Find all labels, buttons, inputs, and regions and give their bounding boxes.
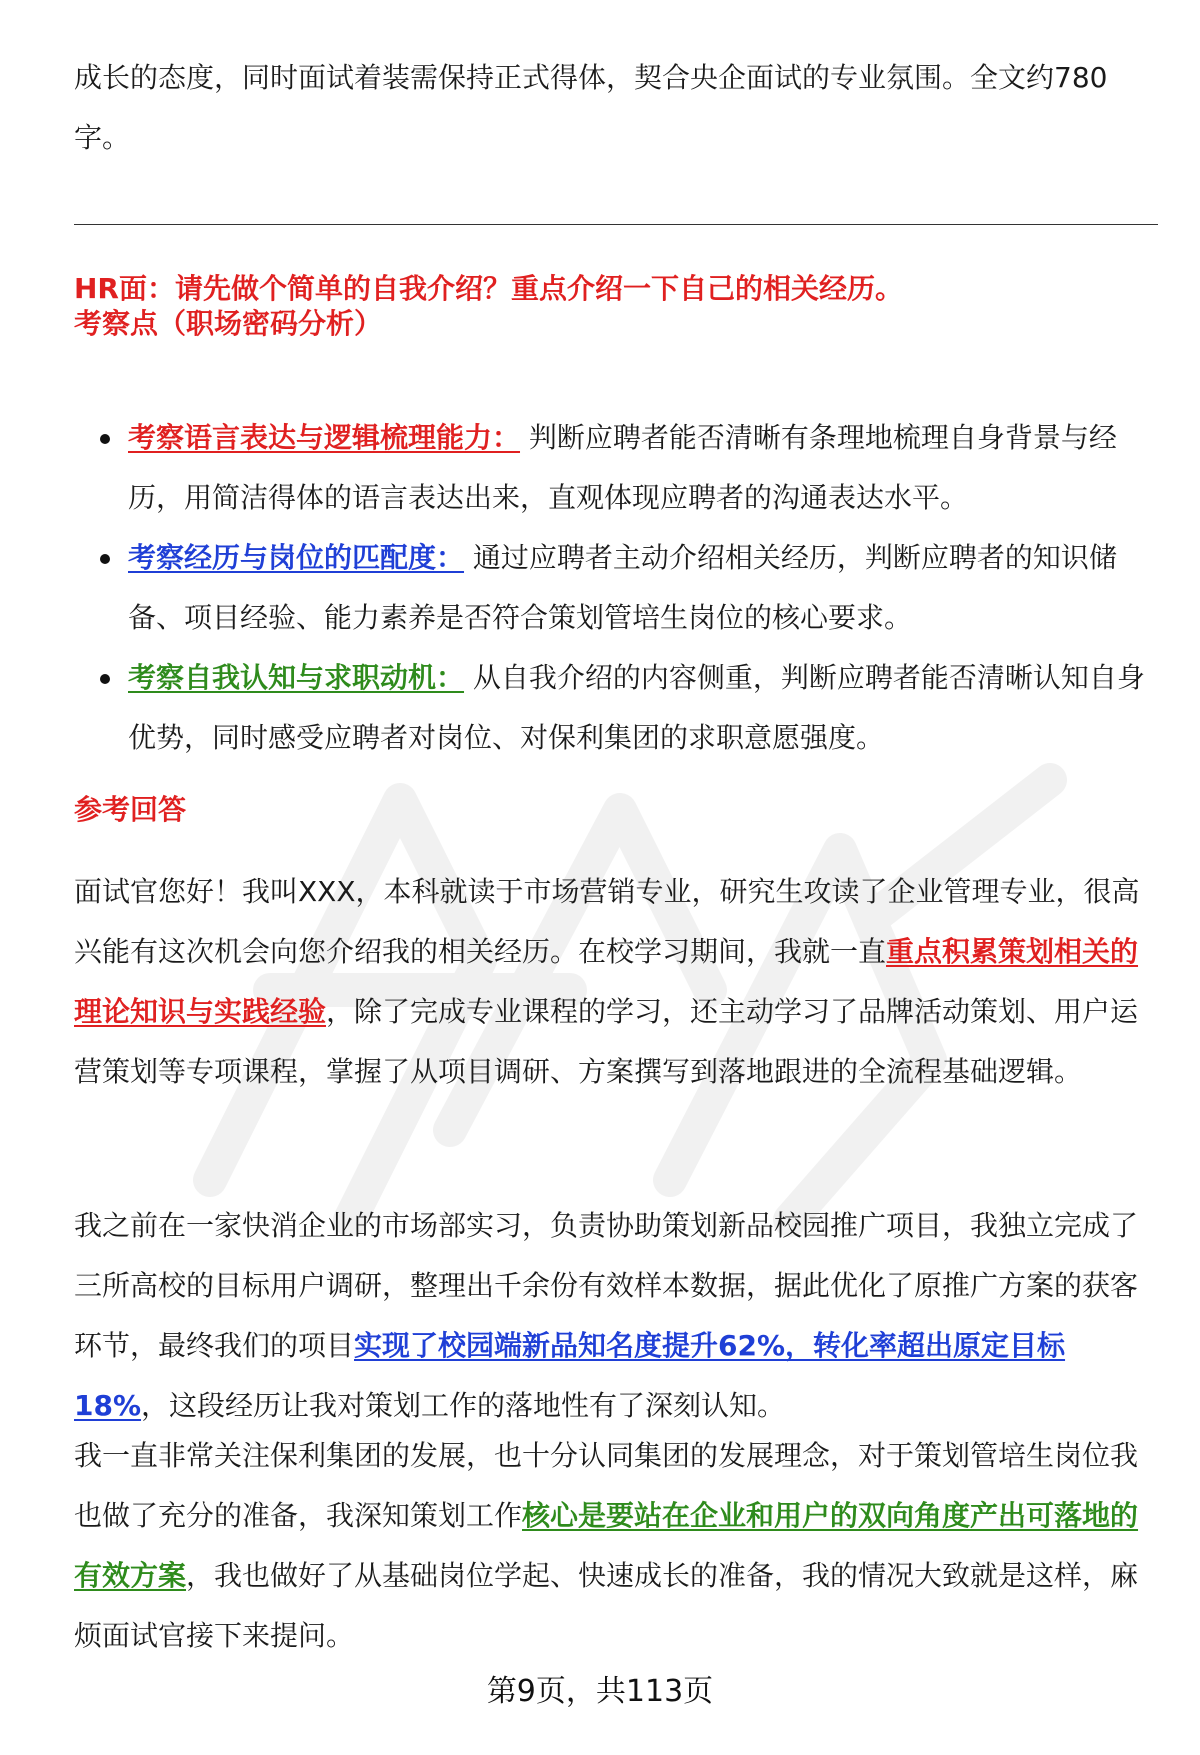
bullet-dot <box>100 554 110 564</box>
analysis-item-text: 判断应聘者能否清晰有条理地梳理自身背景与经历，用简洁得体的语言表达出来，直观体现应聘者的沟通表达水平。 <box>128 421 1117 514</box>
paragraph-text: ，除了完成专业课程的学习，还主动学习了品牌活动策划、用户运营策划等专项课程，掌握了从项目调研、方案撰写到落地跟进的全流程基础逻辑。 <box>74 995 1139 1088</box>
analysis-heading: 考察点（职场密码分析） <box>74 307 383 340</box>
answer-paragraph-2 <box>74 1196 1158 1436</box>
paragraph-text: ，我也做好了从基础岗位学起、快速成长的准备，我的情况大致就是这样，麻烦面试官接下来提问。 <box>74 1559 1139 1652</box>
analysis-item-label: 考察语言表达与逻辑梳理能力： <box>128 421 521 454</box>
highlight-text: 重点积累策划相关的理论知识与实践经验 <box>74 935 1139 1028</box>
analysis-item <box>128 528 1158 648</box>
answer-heading: 参考回答 <box>74 793 187 826</box>
paragraph-text: 我之前在一家快消企业的市场部实习，负责协助策划新品校园推广项目，我独立完成了三所高校的目标用户调研，整理出千余份有效样本数据，据此优化了原推广方案的获客环节，最终我们的项目 <box>74 1209 1139 1362</box>
page-footer: 第9页，共113页 <box>486 1674 714 1709</box>
intro-paragraph: 成长的态度，同时面试着装需保持正式得体，契合央企面试的专业氛围。全文约780字。 <box>74 61 1108 154</box>
analysis-item-text: 通过应聘者主动介绍相关经历，判断应聘者的知识储备、项目经验、能力素养是否符合策划管培生岗位的核心要求。 <box>128 541 1117 634</box>
analysis-item <box>128 408 1158 528</box>
analysis-list <box>128 408 1158 768</box>
interview-question: HR面：请先做个简单的自我介绍？重点介绍一下自己的相关经历。 <box>74 272 903 305</box>
analysis-item-label: 考察经历与岗位的匹配度： <box>128 541 465 574</box>
bullet-dot <box>100 674 110 684</box>
section-divider <box>74 224 1158 225</box>
paragraph-text: ，这段经历让我对策划工作的落地性有了深刻认知。 <box>141 1389 786 1422</box>
paragraph-text: 面试官您好！我叫XXX，本科就读于市场营销专业，研究生攻读了企业管理专业，很高兴能有这次机会向您介绍我的相关经历。在校学习期间，我就一直 <box>74 875 1140 968</box>
paragraph-text: 我一直非常关注保利集团的发展，也十分认同集团的发展理念，对于策划管培生岗位我也做了充分的准备，我深知策划工作 <box>74 1439 1139 1532</box>
answer-paragraph-3 <box>74 1426 1158 1666</box>
analysis-item-text: 从自我介绍的内容侧重，判断应聘者能否清晰认知自身优势，同时感受应聘者对岗位、对保利集团的求职意愿强度。 <box>128 661 1145 754</box>
analysis-item <box>128 648 1158 768</box>
highlight-text: 核心是要站在企业和用户的双向角度产出可落地的有效方案 <box>74 1499 1139 1592</box>
document-page <box>74 0 1158 1755</box>
bullet-dot <box>100 434 110 444</box>
analysis-item-label: 考察自我认知与求职动机： <box>128 661 465 694</box>
highlight-text: 实现了校园端新品知名度提升62%，转化率超出原定目标18% <box>74 1329 1066 1422</box>
answer-paragraph-1 <box>74 862 1158 1102</box>
